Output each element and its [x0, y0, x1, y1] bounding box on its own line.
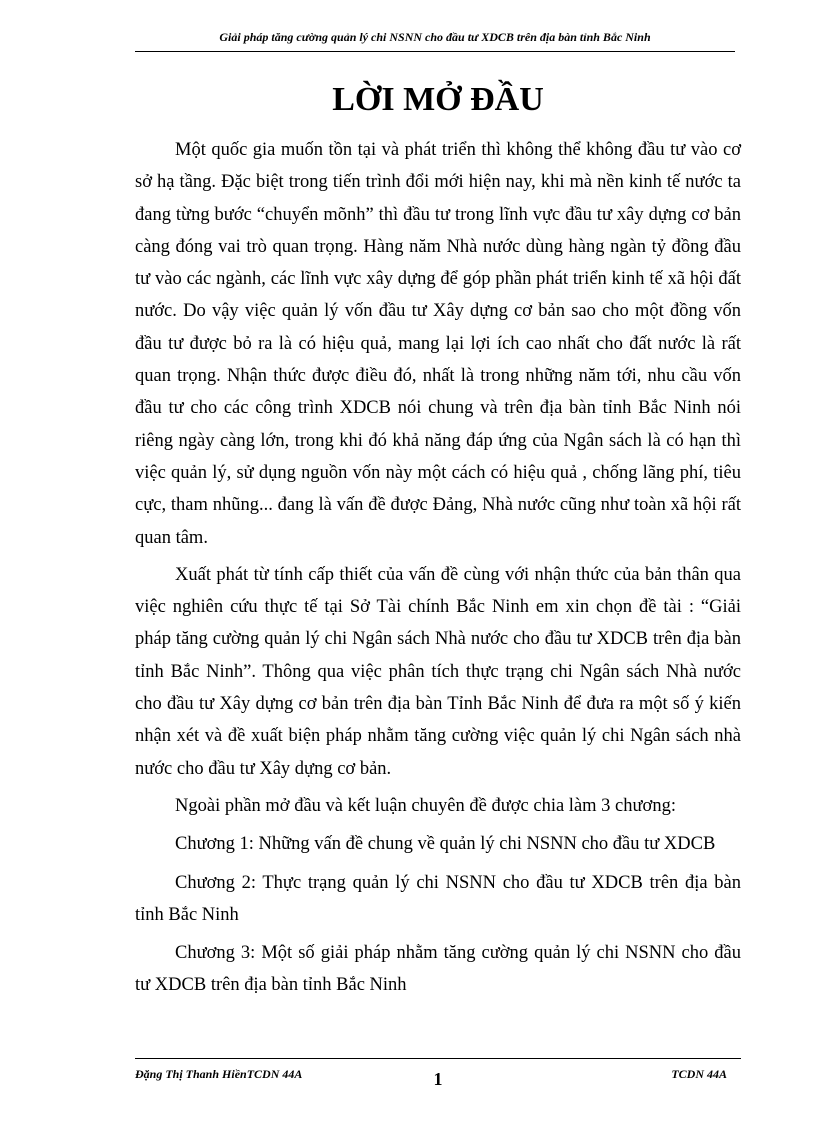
- running-header-title: Giải pháp tăng cường quản lý chi NSNN cho đầu tư XDCB trên địa bàn tỉnh Bắc Ninh: [219, 30, 651, 44]
- footer-divider: [135, 1058, 741, 1059]
- paragraph-intro: Một quốc gia muốn tồn tại và phát triển thì không thể không đầu tư vào cơ sở hạ tầng. Đặc biệt trong tiến trình đổi mới hiện nay, khi mà nền kinh tế nước ta đang từng bước “chuyển mõnh” thì đầu tư trong lĩnh vực đầu tư xây dựng cơ bản càng đóng vai trò quan trọng. Hàng năm Nhà nước dùng hàng ngàn tỷ đồng đầu tư vào các ngành, các lĩnh vực xây dựng để góp phần phát triển kinh tế xã hội đất nước. Do vậy việc quản lý vốn đầu tư Xây dựng cơ bản sao cho một đồng vốn đầu tư được bỏ ra là có hiệu quả, mang lại lợi ích cao nhất cho đất nước là rất quan trọng. Nhận thức được điều đó, nhất là trong những năm tới, nhu cầu vốn đầu tư cho các công trình XDCB nói chung và trên địa bàn tỉnh Bắc Ninh nói riêng ngày càng lớn, trong khi đó khả năng đáp ứng của Ngân sách là có hạn thì việc quản lý, sử dụng nguồn vốn này một cách có hiệu quả , chống lãng phí, tiêu cực, tham nhũng... đang là vấn đề được Đảng, Nhà nước cũng như toàn xã hội rất quan tâm.: [135, 140, 741, 548]
- paragraph-chapter-2: Chương 2: Thực trạng quản lý chi NSNN cho đầu tư XDCB trên địa bàn tỉnh Bắc Ninh: [135, 872, 741, 925]
- header-divider: [135, 51, 735, 52]
- paragraph-chapter-3: Chương 3: Một số giải pháp nhằm tăng cường quản lý chi NSNN cho đầu tư XDCB trên địa bàn tỉnh Bắc Ninh: [135, 943, 741, 996]
- footer-author: Đặng Thị Thanh HiềnTCDN 44A: [135, 1067, 303, 1081]
- page-title: LỜI MỞ ĐẦU: [332, 81, 544, 118]
- page-footer: [135, 1052, 741, 1112]
- paragraph-topic-selection: Xuất phát từ tính cấp thiết của vấn đề cùng với nhận thức của bản thân qua việc nghiên cứu thực tế tại Sở Tài chính Bắc Ninh em xin chọn đề tài : “Giải pháp tăng cường quản lý chi Ngân sách Nhà nước cho đầu tư XDCB trên địa bàn tỉnh Bắc Ninh”. Thông qua việc phân tích thực trạng chi Ngân sách Nhà nước cho đầu tư Xây dựng cơ bản trên địa bàn Tỉnh Bắc Ninh để đưa ra một số ý kiến nhận xét và đề xuất biện pháp nhằm tăng cường việc quản lý chi Ngân sách nhà nước cho đầu tư Xây dựng cơ bản.: [135, 564, 741, 779]
- body-text: [135, 134, 741, 1008]
- running-header: [135, 0, 735, 53]
- paragraph-chapter-1: Chương 1: Những vấn đề chung về quản lý chi NSNN cho đầu tư XDCB: [175, 834, 716, 855]
- footer-class-code: TCDN 44A: [671, 1067, 727, 1081]
- paragraph-structure: Ngoài phần mở đầu và kết luận chuyên đề được chia làm 3 chương:: [175, 795, 676, 816]
- page-number: 1: [433, 1069, 443, 1089]
